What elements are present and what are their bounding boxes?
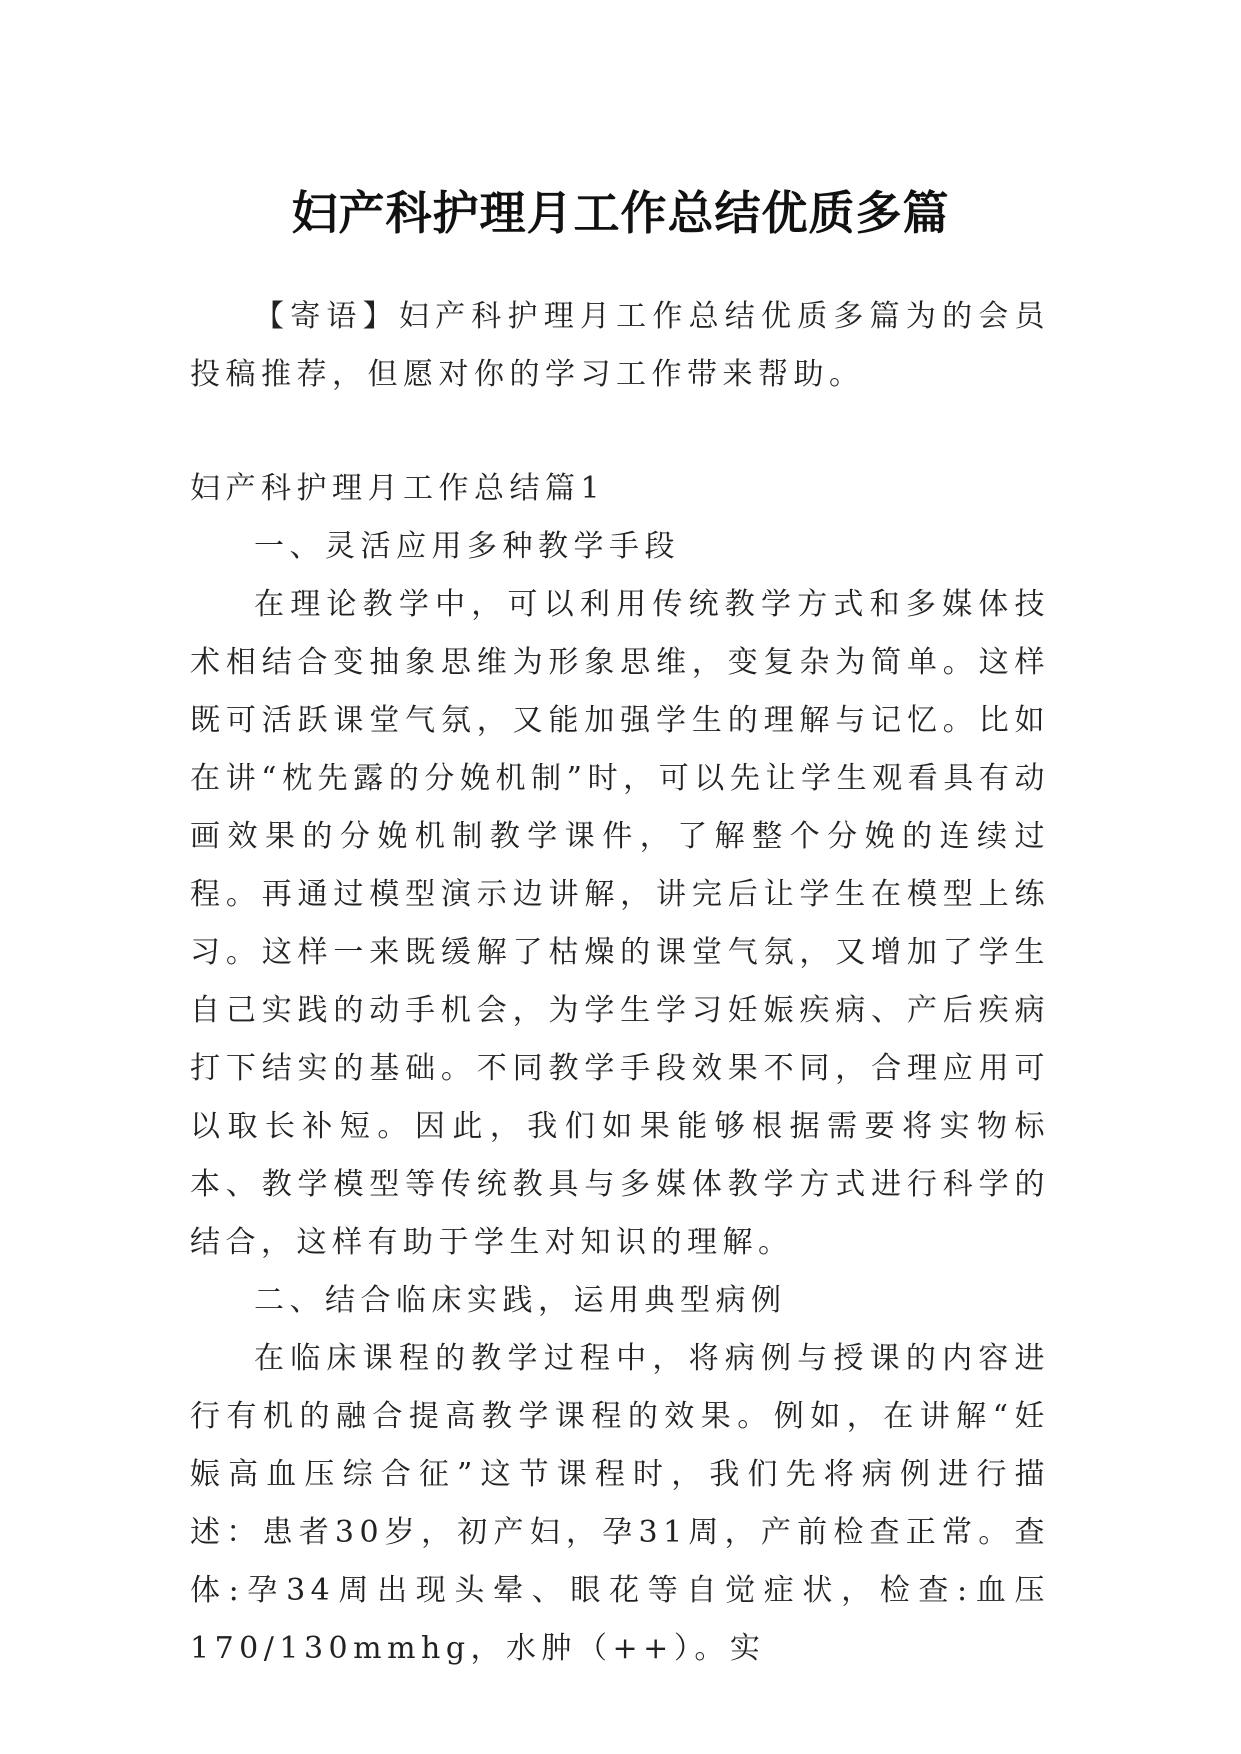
article-heading: 妇产科护理月工作总结篇1: [190, 471, 606, 506]
section-heading-1: 一、灵活应用多种教学手段: [254, 529, 680, 564]
intro-paragraph: 【寄语】妇产科护理月工作总结优质多篇为的会员投稿推荐，但愿对你的学习工作带来帮助。: [190, 299, 1050, 392]
section-paragraph-2: 在临床课程的教学过程中，将病例与授课的内容进行有机的融合提高教学课程的效果。例如，在讲解“妊娠高血压综合征”这节课程时，我们先将病例进行描述：患者30岁，初产妇，孕31周，产前检查正常。查体:孕34周出现头晕、眼花等自觉症状，检查:血压170/130mmhg，水肿（++）。实: [190, 1341, 1050, 1666]
document-title: 妇产科护理月工作总结优质多篇: [291, 185, 950, 240]
section-paragraph-1: 在理论教学中，可以利用传统教学方式和多媒体技术相结合变抽象思维为形象思维，变复杂为简单。这样既可活跃课堂气氛，又能加强学生的理解与记忆。比如在讲“枕先露的分娩机制”时，可以先让学生观看具有动画效果的分娩机制教学课件，了解整个分娩的连续过程。再通过模型演示边讲解，讲完后让学生在模型上练习。这样一来既缓解了枯燥的课堂气氛，又增加了学生自己实践的动手机会，为学生学习妊娠疾病、产后疾病打下结实的基础。不同教学手段效果不同，合理应用可以取长补短。因此，我们如果能够根据需要将实物标本、教学模型等传统教具与多媒体教学方式进行科学的结合，这样有助于学生对知识的理解。: [190, 587, 1050, 1260]
main-content: [190, 460, 1050, 1678]
section-heading-2: 二、结合临床实践，运用典型病例: [254, 1283, 787, 1318]
intro-block: [190, 288, 1050, 404]
